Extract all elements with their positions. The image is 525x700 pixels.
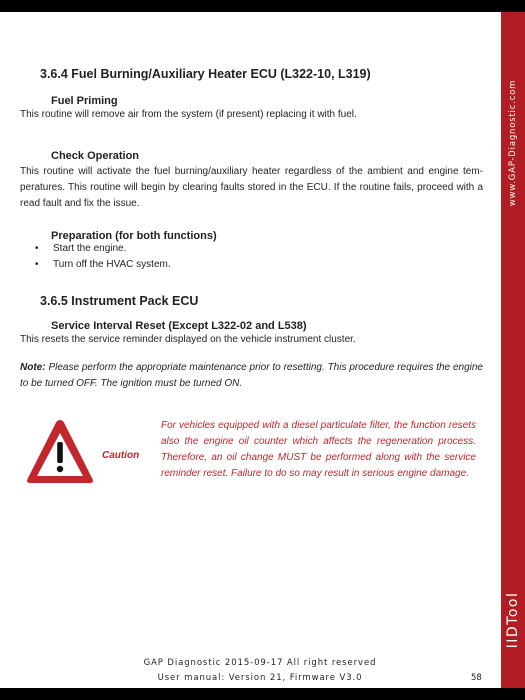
bullet-marker: • [35,243,39,254]
note-label: Note: [20,362,46,373]
preparation-heading: Preparation (for both functions) [51,230,217,242]
sidebar-url: www.GAP-Diagnostic.com [508,79,518,207]
service-interval-text: This resets the service reminder displayed on the vehicle instrument cluster. [20,334,356,345]
caution-label: Caution [102,450,140,461]
bullet-marker: • [35,259,39,270]
bottom-border [0,688,525,700]
check-operation-line-3: a read fault and fix the issue. [20,182,484,209]
top-border [0,0,525,12]
sidebar-brand: IIDTool [505,591,521,649]
preparation-item: Start the engine. [53,243,127,254]
fuel-priming-text: This routine will remove air from the system (if present) replacing it with fuel. [20,109,357,120]
section-364-title: 3.6.4 Fuel Burning/Auxiliary Heater ECU (L322-10, L319) [40,67,371,81]
note-paragraph [20,360,483,392]
warning-triangle-icon [24,416,96,488]
page-number: 58 [471,673,482,683]
caution-text: For vehicles equipped with a diesel particulate filter, the function resets also the engine oil counter which affects the regeneration process. Therefore, an oil change MUST be performed along with the service reminder reset. Failure to do so may result in serious engine damage. [161,420,476,479]
footer-version: User manual: Version 21, Firmware V3.0 [157,673,363,683]
check-operation-line-2: peratures. This routine will begin by clearing faults stored in the ECU. If the routine fails, proceed with [20,182,475,193]
note-text: Please perform the appropriate maintenance prior to resetting. This procedure requires the engine to be turned OFF. The ignition must be turned ON. [20,362,483,389]
preparation-item: Turn off the HVAC system. [53,259,171,270]
check-operation-heading: Check Operation [51,150,140,162]
check-operation-line-1: This routine will activate the fuel burning/auxiliary heater regardless of the ambient and engine tem- [20,166,483,177]
section-365-title: 3.6.5 Instrument Pack ECU [40,294,199,308]
fuel-priming-heading: Fuel Priming [51,95,118,107]
service-interval-heading: Service Interval Reset (Except L322-02 and L538) [51,320,307,332]
footer-copyright: GAP Diagnostic 2015-09-17 All right reserved [143,658,377,668]
check-operation-text [20,164,483,212]
